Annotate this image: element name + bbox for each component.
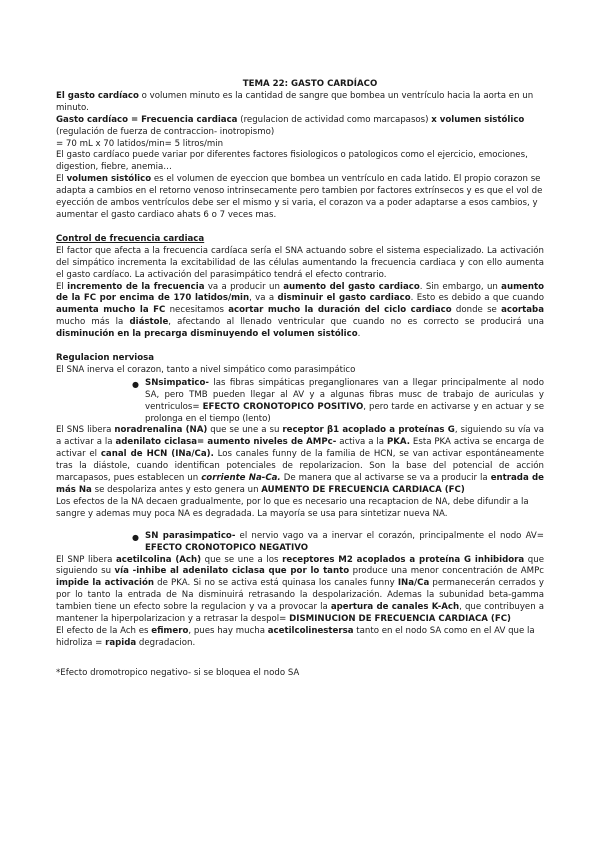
footnote: *Efecto dromotropico negativo- si se bloquea el nodo SA [56,667,300,678]
bold-span: diástole [129,317,169,328]
text-span: , siguiendo su vía va a activar a la [56,425,544,448]
text-span: las fibras simpáticas preganglionares van a llegar principalmente al nodo SA, pero TMB pueden llegar al AV y a algunas fibras musc de trabajo de auriculas y ventriculos= [145,377,544,412]
bold-span: acetilcolinestersa [267,625,354,636]
bold-span: PKA. [386,437,410,448]
text-span: produce una menor concentración de AMPc [349,566,545,577]
regulacion-paragraph-snp [56,555,544,626]
text-span: Los canales funny de la familia de HCN, se van activar espontáneamente tras la diástole, cuando identifican potenciales de repolarizacion. Son la base del potencial de acción marcapasos, pues establecen un [56,449,544,484]
bold-span: acortar mucho la duración del ciclo cardiaco [228,305,452,316]
bold-span: AUMENTO DE FRECUENCIA CARDIACA (FC) [261,485,465,495]
bold-span: efimero [151,625,189,636]
bold-span: aumenta mucho la FC [56,305,166,316]
text-span: El efecto de la Ach es [56,625,152,636]
text-span: o volumen minuto es la cantidad de sangre que bombea un ventrículo hacia la aorta en un minuto. [56,90,534,113]
term-gasto-cardiaco: El gasto cardíaco [56,90,139,101]
bold-span: EFECTO CRONOTOPICO NEGATIVO [145,542,309,553]
regulacion-paragraph-na-effects: Los efectos de la NA decaen gradualmente, por lo que es necesario una recaptacion de NA, debe difundir a la sangre y ademas muy poca NA es degradada. La mayoría se usa para sintetizar nueva NA. [56,496,529,519]
text-span: degradacion. [136,637,196,648]
bold-span: adenilato ciclasa= aumento niveles de AMPc- [115,437,337,448]
text-span: que siguiendo su [56,554,544,577]
intro-paragraph-volumen [56,174,544,222]
bullet-icon: ● [132,532,139,542]
formula-term: Gasto cardíaco = Frecuencia cardiaca [56,114,238,125]
text-span: , pues hay mucha [188,625,268,636]
text-span: (regulacion de actividad como marcapasos) [237,114,432,125]
bold-span: aumento del gasto cardiaco [283,281,420,292]
text-span: , que contribuyen a mantener la hiperpolarizacion y a retrasar la despol= [56,602,545,625]
intro-paragraph-formula [56,115,544,139]
bold-span: disminución en la precarga disminuyendo el volumen sistólico [56,329,358,340]
text-span: , afectando al llenado ventricular que cuando no es correcto se producirá una [168,317,544,328]
text-span: activa a la [336,437,387,448]
text-span: que se une a su [207,425,283,436]
text-span: De manera que al activarse se va a producir la [280,473,491,484]
regulacion-paragraph-sns [56,425,544,496]
bold-span: entrada de más Na [56,473,544,495]
text-span: va a producir un [204,281,284,292]
text-span: El SNS libera [56,425,115,436]
intro-paragraph-factors: El gasto cardíaco puede variar por diferentes factores fisiologicos o patologicos como el ejercicio, emociones, digestion, fiebre, anemia… [56,150,528,173]
intro-paragraph-definition [56,91,544,115]
bold-span: receptor β1 acoplado a proteínas G [282,425,455,436]
page-title: TEMA 22: GASTO CARDÍACO [242,79,378,89]
text-span: donde se [451,305,502,316]
list-item-parasimpatico [56,531,544,555]
text-span: Esta PKA activa se encarga de activar el [56,437,544,460]
bold-span: acetilcolina (Ach) [115,554,202,565]
text-span: , va a [249,293,278,304]
bold-span: INa/Ca [397,578,430,589]
formula-term: x volumen sistólico [431,114,525,125]
bold-span: canal de HCN (INa/Ca). [100,449,214,460]
bold-span: noradrenalina (NA) [114,425,208,436]
bold-span: acortaba [501,305,544,316]
text-span: permanecerán cerrados y por lo tanto la entrada de Na disminuirá retrasando la despolarización. Ademas la subunidad beta-gamma tambien tiene un efecto sobre la regulacion y va a provocar la [56,578,544,613]
bullet-icon: ● [132,379,139,389]
bold-span: vía -inhibe al adenilato ciclasa que por lo tanto [114,566,350,577]
bold-span: apertura de canales K-Ach [330,602,460,613]
bold-span: SN parasimpatico- [145,530,236,541]
regulacion-paragraph-ach-effects [56,626,544,650]
text-span: . [357,329,361,340]
text-span: , pero tarde en activarse y en actuar y se prolonga en el tiempo (lento) [145,401,544,424]
bold-span: DISMINUCION DE FRECUENCIA CARDIACA (FC) [289,614,511,625]
bullet-text [145,378,544,426]
bold-span: aumento de la FC por encima de 170 latidos/min [56,281,544,304]
intro-paragraph-calculation: = 70 mL x 70 latidos/min= 5 litros/min [56,138,224,149]
bold-span: disminuir el gasto cardiaco [277,293,411,304]
text-span: El [56,174,67,185]
regulacion-paragraph-1: El SNA inerva el corazon, tanto a nivel simpático como parasimpático [56,364,356,375]
bold-span: receptores M2 acoplados a proteína G inhibidora [282,554,525,565]
control-paragraph-2 [56,282,544,342]
text-span: . Esto es debido a que cuando [410,293,544,304]
list-item-simpatico [56,378,544,426]
bold-span: impide la activación [56,578,154,589]
text-span: de PKA. Si no se activa está quinasa los canales funny [153,578,398,589]
text-span: El [56,281,68,292]
text-span: tanto en el nodo SA como en el AV que la hidroliza = [56,625,535,648]
bold-span: SNsimpatico- [145,377,209,388]
bold-span: rapida [105,637,137,648]
text-span: se despolariza antes y esto genera un [91,485,262,495]
text-span: necesitamos [165,305,229,316]
text-span: es el volumen de eyeccion que bombea un ventrículo en cada latido. El propio corazon se adapta a cambios en el retorno venoso intrinsecamente pero tambien por factores extrínsecos y es que el vol de eyección de ambos ventrículos debe ser el mismo y si varia, el corazon va a poder adaptarse a esos cambios, y aumentar el gasto cardiaco ahats 6 o 7 veces mas. [56,174,543,220]
bullet-text [145,531,544,555]
text-span: mucho más la [56,317,130,328]
text-span: El SNP libera [56,554,116,565]
bold-span: EFECTO CRONOTOPICO POSITIVO [202,401,364,412]
section-heading-control: Control de frecuencia cardiaca [56,233,205,244]
text-span: . Sin embargo, un [419,281,502,292]
text-span: (regulación de fuerza de contraccion- inotropismo) [56,126,275,137]
bold-span: incremento de la frecuencia [67,281,205,292]
bold-italic-span: corriente Na-Ca. [201,473,281,484]
text-span: el nervio vago va a inervar el corazón, principalmente el nodo AV= [235,530,544,541]
section-heading-regulacion: Regulacion nerviosa [56,353,155,364]
control-paragraph-1: El factor que afecta a la frecuencia cardíaca sería el SNA actuando sobre el sistema especializado. La activación del simpático incrementa la excitabilidad de las células aumentando la frecuencia cardiaca y con ello aumenta el gasto cardíaco. La activación del parasimpático tendrá el efecto contrario. [56,245,544,280]
term-volumen-sistolico: volumen sistólico [66,174,152,185]
text-span: que se une a los [201,554,283,565]
